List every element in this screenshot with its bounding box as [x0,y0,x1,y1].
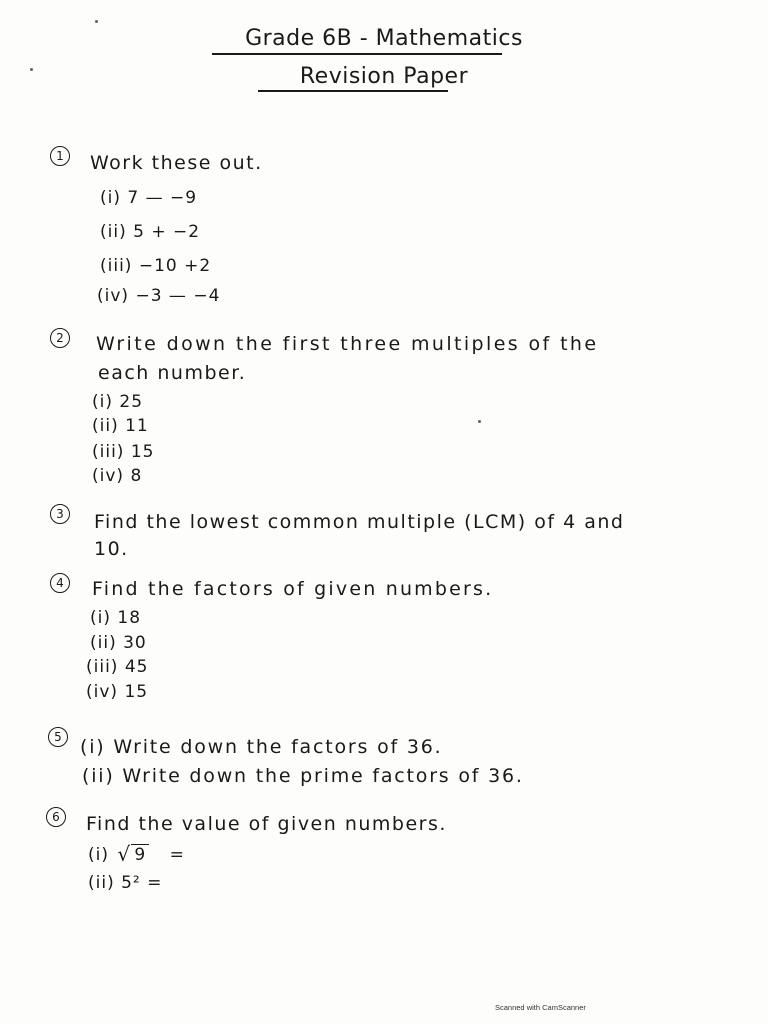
question-4-item-iii: (iii) 45 [86,657,149,677]
question-2-item-i: (i) 25 [92,392,144,412]
question-2-item-iii: (iii) 15 [92,442,155,462]
question-6-text: Find the value of given numbers. [86,813,447,835]
question-5-text-line-2: (ii) Write down the prime factors of 36. [82,765,524,787]
title-underline [212,53,502,55]
question-number-4: 4 [50,573,70,593]
subtitle-underline [258,90,448,92]
question-number-1: 1 [50,146,70,166]
page-subtitle: Revision Paper [299,64,469,89]
question-2-text-line-2: each number. [98,362,247,384]
question-4-item-iv: (iv) 15 [86,682,149,702]
question-2-text-line-1: Write down the first three multiples of the [96,333,599,355]
question-5-text-line-1: (i) Write down the factors of 36. [80,736,443,758]
question-6-item-i-equals: = [169,845,185,865]
question-number-2: 2 [50,328,70,348]
question-number-3: 3 [50,504,70,524]
scanner-watermark: Scanned with CamScanner [495,1003,586,1012]
square-root-sign [119,845,149,865]
question-4-text: Find the factors of given numbers. [92,578,494,600]
question-6-item-i-label: (i) [88,845,109,865]
question-6-item-ii: (ii) 5² = [88,873,163,893]
question-1-item-ii: (ii) 5 + −2 [100,222,201,242]
question-4-item-i: (i) 18 [90,608,142,628]
question-number-5: 5 [48,727,68,747]
question-1-item-i: (i) 7 — −9 [100,188,198,208]
scan-speck [95,20,98,23]
question-3-text-line-1: Find the lowest common multiple (LCM) of 4 and [94,511,625,533]
question-2-item-iv: (iv) 8 [92,466,143,486]
question-number-6: 6 [46,807,66,827]
question-4-item-ii: (ii) 30 [90,633,147,653]
scan-speck [30,68,33,71]
question-6-item-i [88,845,185,865]
page-title: Grade 6B - Mathematics [245,26,523,51]
question-3-text-line-2: 10. [94,538,129,560]
question-2-item-ii: (ii) 11 [92,416,149,436]
question-1-item-iii: (iii) −10 +2 [100,256,212,276]
question-1-text: Work these out. [90,152,263,174]
scan-speck [478,420,481,423]
question-1-item-iv: (iv) −3 — −4 [97,286,221,306]
square-root-radicand: 9 [131,844,149,865]
